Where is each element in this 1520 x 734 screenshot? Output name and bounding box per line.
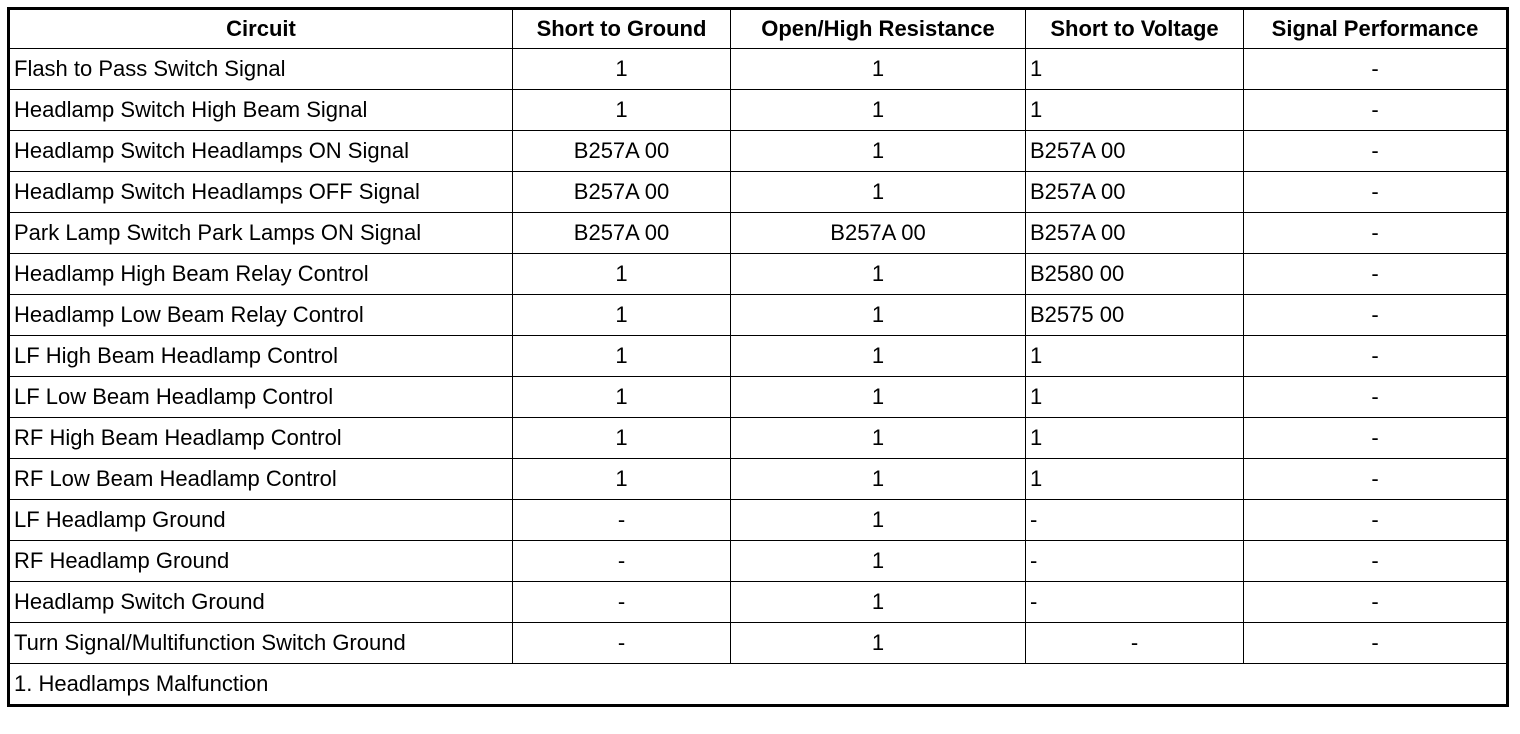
open-high-resistance-cell: 1 xyxy=(731,90,1026,131)
short-to-voltage-cell: 1 xyxy=(1026,49,1244,90)
open-high-resistance-cell: 1 xyxy=(731,623,1026,664)
open-high-resistance-cell: 1 xyxy=(731,49,1026,90)
signal-performance-cell: - xyxy=(1244,254,1508,295)
signal-performance-cell: - xyxy=(1244,49,1508,90)
header-row xyxy=(9,9,1508,49)
short-to-ground-cell: - xyxy=(513,541,731,582)
circuit-cell: Headlamp Switch High Beam Signal xyxy=(9,90,513,131)
short-to-ground-cell: - xyxy=(513,500,731,541)
open-high-resistance-cell: 1 xyxy=(731,295,1026,336)
short-to-voltage-cell: 1 xyxy=(1026,377,1244,418)
open-high-resistance-cell: 1 xyxy=(731,377,1026,418)
short-to-ground-cell: B257A 00 xyxy=(513,131,731,172)
circuit-cell: Headlamp Low Beam Relay Control xyxy=(9,295,513,336)
short-to-ground-cell: 1 xyxy=(513,295,731,336)
circuit-cell: Headlamp Switch Ground xyxy=(9,582,513,623)
short-to-voltage-cell: B2580 00 xyxy=(1026,254,1244,295)
signal-performance-cell: - xyxy=(1244,541,1508,582)
open-high-resistance-cell: 1 xyxy=(731,582,1026,623)
short-to-ground-cell: B257A 00 xyxy=(513,172,731,213)
short-to-voltage-cell: - xyxy=(1026,582,1244,623)
header-circuit: Circuit xyxy=(9,9,513,49)
short-to-voltage-cell: B2575 00 xyxy=(1026,295,1244,336)
signal-performance-cell: - xyxy=(1244,500,1508,541)
circuit-cell: RF Headlamp Ground xyxy=(9,541,513,582)
circuit-fault-table xyxy=(7,7,1509,707)
circuit-cell: Headlamp Switch Headlamps OFF Signal xyxy=(9,172,513,213)
header-short-to-voltage: Short to Voltage xyxy=(1026,9,1244,49)
short-to-voltage-cell: 1 xyxy=(1026,459,1244,500)
header-signal-performance: Signal Performance xyxy=(1244,9,1508,49)
table-row xyxy=(9,49,1508,90)
signal-performance-cell: - xyxy=(1244,377,1508,418)
table-row xyxy=(9,254,1508,295)
signal-performance-cell: - xyxy=(1244,623,1508,664)
open-high-resistance-cell: 1 xyxy=(731,254,1026,295)
short-to-voltage-cell: 1 xyxy=(1026,90,1244,131)
circuit-cell: Headlamp Switch Headlamps ON Signal xyxy=(9,131,513,172)
signal-performance-cell: - xyxy=(1244,90,1508,131)
table-row xyxy=(9,172,1508,213)
table-row xyxy=(9,295,1508,336)
circuit-cell: Park Lamp Switch Park Lamps ON Signal xyxy=(9,213,513,254)
short-to-voltage-cell: - xyxy=(1026,541,1244,582)
table-row xyxy=(9,377,1508,418)
short-to-ground-cell: 1 xyxy=(513,377,731,418)
table-row xyxy=(9,541,1508,582)
open-high-resistance-cell: 1 xyxy=(731,172,1026,213)
signal-performance-cell: - xyxy=(1244,418,1508,459)
short-to-ground-cell: 1 xyxy=(513,49,731,90)
table-row xyxy=(9,500,1508,541)
signal-performance-cell: - xyxy=(1244,582,1508,623)
short-to-voltage-cell: - xyxy=(1026,500,1244,541)
table-row xyxy=(9,131,1508,172)
short-to-voltage-cell: 1 xyxy=(1026,336,1244,377)
signal-performance-cell: - xyxy=(1244,459,1508,500)
signal-performance-cell: - xyxy=(1244,295,1508,336)
table-row xyxy=(9,213,1508,254)
open-high-resistance-cell: 1 xyxy=(731,541,1026,582)
table-row xyxy=(9,336,1508,377)
short-to-ground-cell: 1 xyxy=(513,254,731,295)
short-to-ground-cell: 1 xyxy=(513,418,731,459)
signal-performance-cell: - xyxy=(1244,336,1508,377)
open-high-resistance-cell: 1 xyxy=(731,500,1026,541)
table-row xyxy=(9,623,1508,664)
short-to-ground-cell: B257A 00 xyxy=(513,213,731,254)
header-open-high-resistance: Open/High Resistance xyxy=(731,9,1026,49)
circuit-cell: RF Low Beam Headlamp Control xyxy=(9,459,513,500)
circuit-cell: Headlamp High Beam Relay Control xyxy=(9,254,513,295)
short-to-ground-cell: - xyxy=(513,582,731,623)
short-to-voltage-cell: 1 xyxy=(1026,418,1244,459)
open-high-resistance-cell: 1 xyxy=(731,418,1026,459)
short-to-ground-cell: 1 xyxy=(513,459,731,500)
signal-performance-cell: - xyxy=(1244,213,1508,254)
open-high-resistance-cell: 1 xyxy=(731,131,1026,172)
circuit-cell: Flash to Pass Switch Signal xyxy=(9,49,513,90)
footnote: 1. Headlamps Malfunction xyxy=(9,664,1508,706)
open-high-resistance-cell: 1 xyxy=(731,459,1026,500)
footnote-row xyxy=(9,664,1508,706)
table-row xyxy=(9,418,1508,459)
circuit-cell: RF High Beam Headlamp Control xyxy=(9,418,513,459)
circuit-cell: Turn Signal/Multifunction Switch Ground xyxy=(9,623,513,664)
signal-performance-cell: - xyxy=(1244,131,1508,172)
circuit-cell: LF Low Beam Headlamp Control xyxy=(9,377,513,418)
circuit-cell: LF High Beam Headlamp Control xyxy=(9,336,513,377)
table-row xyxy=(9,90,1508,131)
header-short-to-ground: Short to Ground xyxy=(513,9,731,49)
short-to-voltage-cell: - xyxy=(1026,623,1244,664)
short-to-voltage-cell: B257A 00 xyxy=(1026,213,1244,254)
table-row xyxy=(9,582,1508,623)
short-to-voltage-cell: B257A 00 xyxy=(1026,172,1244,213)
table-row xyxy=(9,459,1508,500)
signal-performance-cell: - xyxy=(1244,172,1508,213)
short-to-ground-cell: 1 xyxy=(513,336,731,377)
short-to-ground-cell: - xyxy=(513,623,731,664)
open-high-resistance-cell: B257A 00 xyxy=(731,213,1026,254)
short-to-ground-cell: 1 xyxy=(513,90,731,131)
circuit-cell: LF Headlamp Ground xyxy=(9,500,513,541)
short-to-voltage-cell: B257A 00 xyxy=(1026,131,1244,172)
open-high-resistance-cell: 1 xyxy=(731,336,1026,377)
